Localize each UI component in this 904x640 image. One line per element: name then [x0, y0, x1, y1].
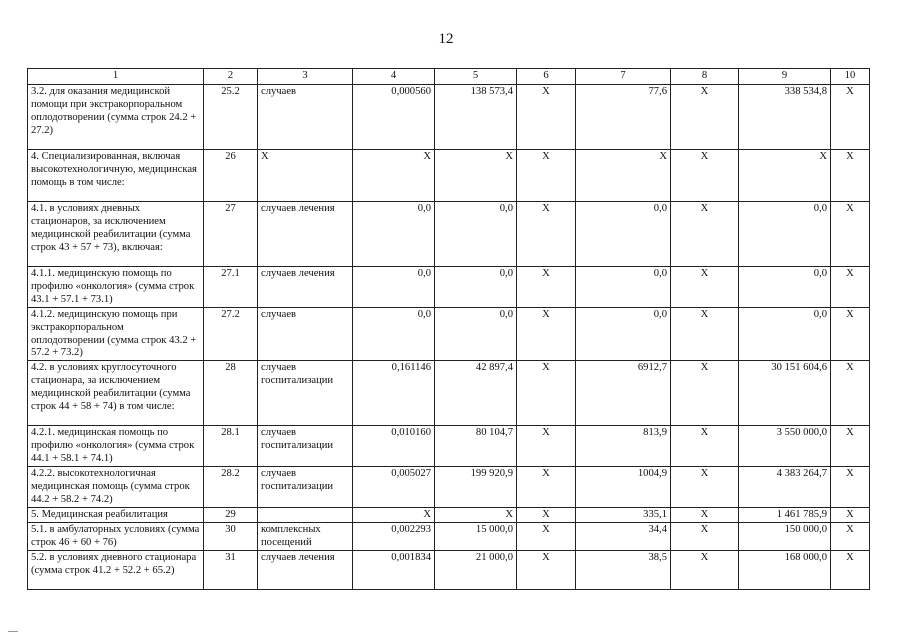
cell-c4: 0,0	[353, 307, 435, 361]
cell-c5: 15 000,0	[435, 522, 517, 550]
column-header: 1	[28, 69, 204, 85]
cell-c7: 0,0	[576, 266, 671, 307]
table-row	[28, 361, 870, 426]
cell-c8: Х	[671, 361, 739, 426]
cell-c9: 150 000,0	[739, 522, 831, 550]
cell-c7: 335,1	[576, 507, 671, 522]
cell-c7: 813,9	[576, 426, 671, 467]
table-header-row	[28, 69, 870, 85]
table-row	[28, 467, 870, 508]
cell-line-number: 28.1	[204, 426, 258, 467]
cell-line-number: 28	[204, 361, 258, 426]
cell-c4: 0,005027	[353, 467, 435, 508]
cell-c7: 0,0	[576, 307, 671, 361]
cell-c4: 0,0	[353, 266, 435, 307]
cell-unit: случаев госпитализации	[258, 467, 353, 508]
cell-c4: 0,0	[353, 201, 435, 266]
cell-c7: Х	[576, 149, 671, 201]
cell-unit: случаев лечения	[258, 266, 353, 307]
cell-unit: случаев госпитализации	[258, 426, 353, 467]
cell-c10: Х	[831, 84, 870, 149]
cell-c7: 0,0	[576, 201, 671, 266]
data-table	[27, 68, 870, 590]
cell-c8: Х	[671, 84, 739, 149]
cell-c9: 0,0	[739, 201, 831, 266]
table-body	[28, 69, 870, 590]
cell-c6: Х	[517, 550, 576, 589]
cell-c9: 4 383 264,7	[739, 467, 831, 508]
cell-c6: Х	[517, 307, 576, 361]
cell-c8: Х	[671, 149, 739, 201]
cell-c9: 1 461 785,9	[739, 507, 831, 522]
cell-c5: 21 000,0	[435, 550, 517, 589]
column-header: 4	[353, 69, 435, 85]
cell-c6: Х	[517, 149, 576, 201]
cell-c9: 3 550 000,0	[739, 426, 831, 467]
cell-c10: Х	[831, 266, 870, 307]
cell-c10: Х	[831, 507, 870, 522]
cell-c6: Х	[517, 361, 576, 426]
cell-c5: 0,0	[435, 307, 517, 361]
cell-c9: Х	[739, 149, 831, 201]
cell-unit: Х	[258, 149, 353, 201]
cell-c8: Х	[671, 550, 739, 589]
cell-line-number: 25.2	[204, 84, 258, 149]
cell-c6: Х	[517, 84, 576, 149]
cell-c5: 0,0	[435, 201, 517, 266]
cell-c4: 0,001834	[353, 550, 435, 589]
cell-c9: 0,0	[739, 266, 831, 307]
cell-unit: случаев	[258, 84, 353, 149]
cell-c4: 0,002293	[353, 522, 435, 550]
cell-c5: 42 897,4	[435, 361, 517, 426]
cell-c5: 138 573,4	[435, 84, 517, 149]
cell-indicator-name: 5.1. в амбулаторных условиях (сумма строк 46 + 60 + 76)	[28, 522, 204, 550]
cell-c6: Х	[517, 507, 576, 522]
cell-line-number: 26	[204, 149, 258, 201]
page-number: 12	[438, 31, 454, 47]
cell-line-number: 27.2	[204, 307, 258, 361]
cell-c5: Х	[435, 149, 517, 201]
cell-c7: 6912,7	[576, 361, 671, 426]
cell-c10: Х	[831, 522, 870, 550]
column-header: 3	[258, 69, 353, 85]
column-header: 10	[831, 69, 870, 85]
cell-line-number: 28.2	[204, 467, 258, 508]
column-header: 7	[576, 69, 671, 85]
table-row	[28, 307, 870, 361]
table-row	[28, 266, 870, 307]
cell-c6: Х	[517, 201, 576, 266]
cell-c7: 1004,9	[576, 467, 671, 508]
cell-unit: случаев госпитализации	[258, 361, 353, 426]
cell-c5: 0,0	[435, 266, 517, 307]
table-row	[28, 84, 870, 149]
column-header: 2	[204, 69, 258, 85]
cell-c7: 34,4	[576, 522, 671, 550]
cell-line-number: 31	[204, 550, 258, 589]
cell-c10: Х	[831, 426, 870, 467]
column-header: 8	[671, 69, 739, 85]
cell-line-number: 27	[204, 201, 258, 266]
cell-c6: Х	[517, 522, 576, 550]
cell-c8: Х	[671, 201, 739, 266]
cell-unit: комплексных посещений	[258, 522, 353, 550]
table-row	[28, 201, 870, 266]
cell-c9: 168 000,0	[739, 550, 831, 589]
cell-c6: Х	[517, 467, 576, 508]
cell-indicator-name: 3.2. для оказания медицинской помощи при экстракорпоральном оплодотворении (сумма строк 24.2 + 27.2)	[28, 84, 204, 149]
scan-mark	[8, 631, 18, 632]
cell-c8: Х	[671, 266, 739, 307]
cell-c5: 80 104,7	[435, 426, 517, 467]
cell-c10: Х	[831, 149, 870, 201]
cell-c10: Х	[831, 201, 870, 266]
cell-c7: 38,5	[576, 550, 671, 589]
column-header: 6	[517, 69, 576, 85]
cell-indicator-name: 5. Медицинская реабилитация	[28, 507, 204, 522]
cell-unit: случаев лечения	[258, 550, 353, 589]
cell-line-number: 30	[204, 522, 258, 550]
cell-c8: Х	[671, 426, 739, 467]
cell-unit: случаев лечения	[258, 201, 353, 266]
cell-c9: 30 151 604,6	[739, 361, 831, 426]
cell-indicator-name: 5.2. в условиях дневного стационара (сумма строк 41.2 + 52.2 + 65.2)	[28, 550, 204, 589]
column-header: 5	[435, 69, 517, 85]
cell-c9: 338 534,8	[739, 84, 831, 149]
cell-c9: 0,0	[739, 307, 831, 361]
cell-c6: Х	[517, 426, 576, 467]
cell-c8: Х	[671, 507, 739, 522]
cell-c4: 0,010160	[353, 426, 435, 467]
cell-indicator-name: 4.2.2. высокотехнологичная медицинская помощь (сумма строк 44.2 + 58.2 + 74.2)	[28, 467, 204, 508]
cell-c10: Х	[831, 307, 870, 361]
cell-c8: Х	[671, 307, 739, 361]
cell-c4: 0,000560	[353, 84, 435, 149]
cell-c6: Х	[517, 266, 576, 307]
table-row	[28, 507, 870, 522]
cell-indicator-name: 4.2.1. медицинская помощь по профилю «онкология» (сумма строк 44.1 + 58.1 + 74.1)	[28, 426, 204, 467]
cell-unit	[258, 507, 353, 522]
cell-c7: 77,6	[576, 84, 671, 149]
table-row	[28, 149, 870, 201]
column-header: 9	[739, 69, 831, 85]
cell-c5: 199 920,9	[435, 467, 517, 508]
cell-line-number: 29	[204, 507, 258, 522]
cell-c4: 0,161146	[353, 361, 435, 426]
table-row	[28, 426, 870, 467]
cell-c10: Х	[831, 361, 870, 426]
cell-c8: Х	[671, 467, 739, 508]
cell-unit: случаев	[258, 307, 353, 361]
cell-indicator-name: 4. Специализированная, включая высокотехнологичную, медицинская помощь в том числе:	[28, 149, 204, 201]
table-row	[28, 522, 870, 550]
cell-indicator-name: 4.1. в условиях дневных стационаров, за исключением медицинской реабилитации (сумма строк 43 + 57 + 73), включая:	[28, 201, 204, 266]
cell-c10: Х	[831, 550, 870, 589]
cell-indicator-name: 4.1.2. медицинскую помощь при экстракорпоральном оплодотворении (сумма строк 43.2 + 57.2 + 73.2)	[28, 307, 204, 361]
cell-c8: Х	[671, 522, 739, 550]
table-row	[28, 550, 870, 589]
cell-indicator-name: 4.2. в условиях круглосуточного стационара, за исключением медицинской реабилитации (сумма строк 44 + 58 + 74) в том числе:	[28, 361, 204, 426]
cell-indicator-name: 4.1.1. медицинскую помощь по профилю «онкология» (сумма строк 43.1 + 57.1 + 73.1)	[28, 266, 204, 307]
cell-c5: Х	[435, 507, 517, 522]
cell-c4: Х	[353, 507, 435, 522]
cell-line-number: 27.1	[204, 266, 258, 307]
cell-c4: Х	[353, 149, 435, 201]
cell-c10: Х	[831, 467, 870, 508]
